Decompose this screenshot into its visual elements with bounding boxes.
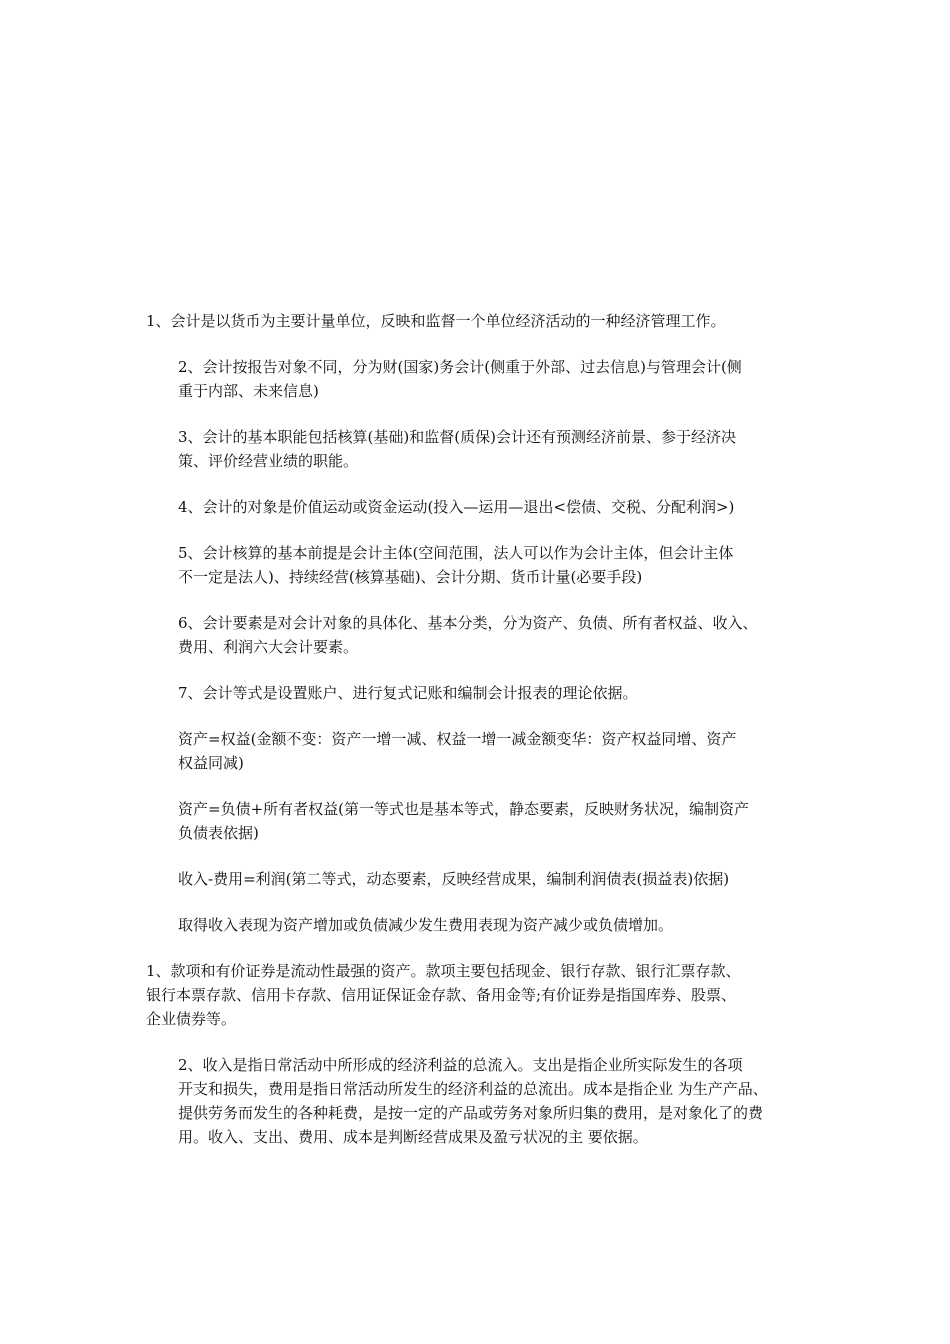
text-line: 用。收入、支出、费用、成本是判断经营成果及盈亏状况的主 要依据。 (178, 1128, 648, 1146)
text-line: 6、会计要素是对会计对象的具体化、基本分类，分为资产、负债、所有者权益、收入、 (178, 614, 758, 632)
paragraph-p3 (146, 425, 814, 473)
paragraph-p4 (146, 495, 814, 519)
text-line: 资产=负债+所有者权益(第一等式也是基本等式，静态要素，反映财务状况，编制资产 (178, 800, 749, 818)
text-line: 2、收入是指日常活动中所形成的经济利益的总流入。支出是指企业所实际发生的各项 (178, 1056, 743, 1074)
text-line: 3、会计的基本职能包括核算(基础)和监督(质保)会计还有预测经济前景、参于经济决 (178, 428, 736, 446)
text-line: 取得收入表现为资产增加或负债减少发生费用表现为资产减少或负债增加。 (178, 916, 674, 934)
document-body (146, 309, 814, 1171)
paragraph-p6 (146, 611, 814, 659)
text-line: 银行本票存款、信用卡存款、信用证保证金存款、备用金等;有价证券是指国库券、股票、 (146, 986, 737, 1004)
paragraph-p1 (146, 309, 814, 333)
paragraph-p2 (146, 355, 814, 403)
paragraph-p5 (146, 541, 814, 589)
text-line: 资产=权益(金额不变：资产一增一减、权益一增一减金额变华：资产权益同增、资产 (178, 730, 737, 748)
text-line: 负债表依据) (178, 824, 259, 842)
text-line: 收入-费用=利润(第二等式，动态要素，反映经营成果，编制利润债表(损益表)依据) (178, 870, 730, 888)
text-line: 不一定是法人)、持续经营(核算基础)、会计分期、货币计量(必要手段) (178, 568, 643, 586)
paragraph-p8 (146, 727, 814, 775)
text-line: 1、款项和有价证券是流动性最强的资产。款项主要包括现金、银行存款、银行汇票存款、 (146, 962, 741, 980)
text-line: 开支和损失，费用是指日常活动所发生的经济利益的总流出。成本是指企业 为生产产品、 (178, 1080, 768, 1098)
text-line: 权益同减) (178, 754, 244, 772)
paragraph-p10 (146, 867, 814, 891)
text-line: 企业债券等。 (146, 1010, 237, 1028)
text-line: 7、会计等式是设置账户、进行复式记账和编制会计报表的理论依据。 (178, 684, 638, 702)
text-line: 提供劳务而发生的各种耗费，是按一定的产品或劳务对象所归集的费用，是对象化了的费 (178, 1104, 764, 1122)
text-line: 2、会计按报告对象不同，分为财(国家)务会计(侧重于外部、过去信息)与管理会计(侧 (178, 358, 742, 376)
paragraph-p7 (146, 681, 814, 705)
paragraph-p13 (146, 1053, 814, 1149)
text-line: 费用、利润六大会计要素。 (178, 638, 359, 656)
text-line: 重于内部、未来信息) (178, 382, 319, 400)
text-line: 5、会计核算的基本前提是会计主体(空间范围，法人可以作为会计主体，但会计主体 (178, 544, 734, 562)
text-line: 策、评价经营业绩的职能。 (178, 452, 359, 470)
text-line: 1、会计是以货币为主要计量单位，反映和监督一个单位经济活动的一种经济管理工作。 (146, 312, 726, 330)
paragraph-p9 (146, 797, 814, 845)
paragraph-p11 (146, 913, 814, 937)
text-line: 4、会计的对象是价值运动或资金运动(投入—运用—退出<偿债、交税、分配利润>) (178, 498, 735, 516)
paragraph-p12 (146, 959, 814, 1031)
